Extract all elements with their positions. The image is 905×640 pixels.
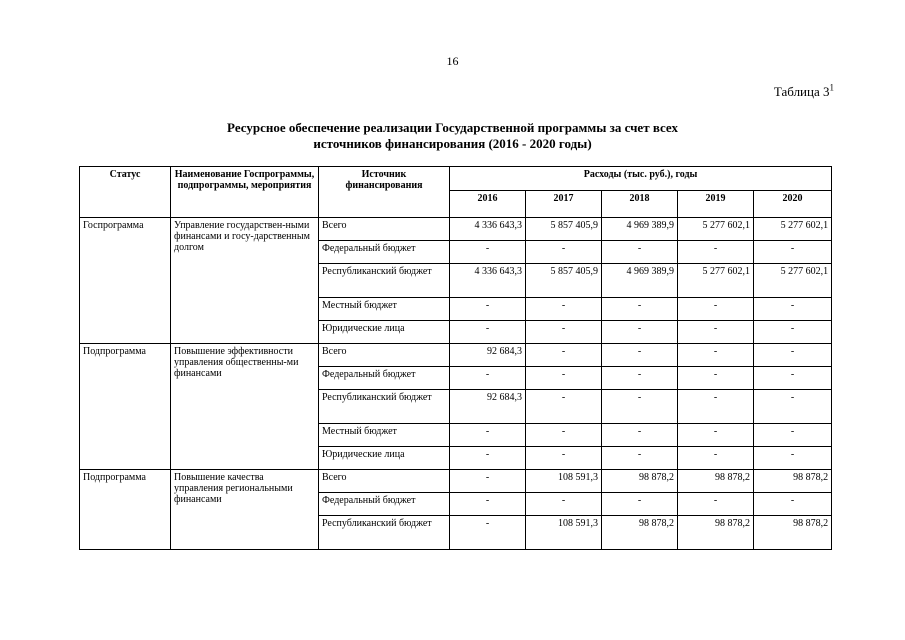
amount-cell: - (754, 344, 832, 367)
amount-cell: - (678, 424, 754, 447)
funding-source-cell: Федеральный бюджет (319, 241, 450, 264)
amount-cell: - (526, 298, 602, 321)
amount-cell: - (526, 367, 602, 390)
amount-cell: 98 878,2 (602, 516, 678, 550)
amount-cell: 108 591,3 (526, 516, 602, 550)
amount-cell: - (526, 390, 602, 424)
header-name: Наименование Госпрограммы, подпрограммы, мероприятия (171, 167, 319, 218)
funding-source-cell: Федеральный бюджет (319, 367, 450, 390)
amount-cell: - (526, 493, 602, 516)
amount-cell: - (754, 493, 832, 516)
header-status: Статус (80, 167, 171, 218)
amount-cell: 5 857 405,9 (526, 218, 602, 241)
amount-cell: - (602, 390, 678, 424)
amount-cell: - (602, 424, 678, 447)
amount-cell: 4 336 643,3 (450, 218, 526, 241)
amount-cell: - (450, 424, 526, 447)
table-row (80, 344, 832, 367)
amount-cell: - (678, 493, 754, 516)
amount-cell: 5 857 405,9 (526, 264, 602, 298)
table-label-footnote: 1 (829, 82, 834, 93)
amount-cell: 98 878,2 (602, 470, 678, 493)
title-line-1: Ресурсное обеспечение реализации Государственной программы за счет всех (227, 120, 678, 135)
funding-source-cell: Всего (319, 218, 450, 241)
table-label (774, 84, 834, 100)
funding-source-cell: Республиканский бюджет (319, 390, 450, 424)
program-name-cell: Повышение качества управления региональными финансами (171, 470, 319, 550)
amount-cell: 98 878,2 (678, 516, 754, 550)
table-body (80, 218, 832, 550)
amount-cell: 5 277 602,1 (754, 264, 832, 298)
amount-cell: - (678, 447, 754, 470)
amount-cell: - (526, 424, 602, 447)
program-name-cell: Повышение эффективности управления общественны-ми финансами (171, 344, 319, 470)
amount-cell: - (678, 298, 754, 321)
header-year: 2020 (754, 191, 832, 218)
amount-cell: - (602, 344, 678, 367)
amount-cell: 5 277 602,1 (678, 218, 754, 241)
amount-cell: - (678, 367, 754, 390)
status-cell: Госпрограмма (80, 218, 171, 344)
amount-cell: 5 277 602,1 (678, 264, 754, 298)
amount-cell: - (602, 367, 678, 390)
header-year: 2017 (526, 191, 602, 218)
amount-cell: - (526, 447, 602, 470)
funding-source-cell: Юридические лица (319, 321, 450, 344)
amount-cell: - (450, 470, 526, 493)
amount-cell: - (450, 321, 526, 344)
amount-cell: - (754, 241, 832, 264)
funding-source-cell: Всего (319, 344, 450, 367)
funding-source-cell: Местный бюджет (319, 298, 450, 321)
header-year: 2018 (602, 191, 678, 218)
amount-cell: 92 684,3 (450, 390, 526, 424)
status-cell: Подпрограмма (80, 344, 171, 470)
amount-cell: - (754, 390, 832, 424)
header-year: 2019 (678, 191, 754, 218)
amount-cell: - (602, 321, 678, 344)
amount-cell: 98 878,2 (678, 470, 754, 493)
amount-cell: - (754, 298, 832, 321)
table-label-text: Таблица 3 (773, 84, 830, 99)
amount-cell: - (754, 424, 832, 447)
amount-cell: 4 336 643,3 (450, 264, 526, 298)
page-number: 16 (446, 54, 459, 68)
funding-source-cell: Всего (319, 470, 450, 493)
amount-cell: - (526, 321, 602, 344)
amount-cell: 98 878,2 (754, 470, 832, 493)
table-row (80, 218, 832, 241)
table-row (80, 470, 832, 493)
amount-cell: - (602, 493, 678, 516)
amount-cell: - (526, 344, 602, 367)
funding-source-cell: Юридические лица (319, 447, 450, 470)
amount-cell: 4 969 389,9 (602, 264, 678, 298)
funding-source-cell: Федеральный бюджет (319, 493, 450, 516)
amount-cell: 4 969 389,9 (602, 218, 678, 241)
amount-cell: - (450, 298, 526, 321)
amount-cell: 108 591,3 (526, 470, 602, 493)
amount-cell: - (754, 447, 832, 470)
funding-source-cell: Республиканский бюджет (319, 264, 450, 298)
funding-source-cell: Республиканский бюджет (319, 516, 450, 550)
amount-cell: - (678, 321, 754, 344)
amount-cell: - (450, 367, 526, 390)
status-cell: Подпрограмма (80, 470, 171, 550)
header-source: Источник финансирования (319, 167, 450, 218)
amount-cell: - (754, 367, 832, 390)
amount-cell: 92 684,3 (450, 344, 526, 367)
header-year: 2016 (450, 191, 526, 218)
title-line-2: источников финансирования (2016 - 2020 годы) (313, 136, 592, 151)
amount-cell: - (450, 493, 526, 516)
amount-cell: - (678, 344, 754, 367)
amount-cell: 98 878,2 (754, 516, 832, 550)
amount-cell: 5 277 602,1 (754, 218, 832, 241)
funding-table (79, 166, 832, 550)
amount-cell: - (602, 447, 678, 470)
funding-source-cell: Местный бюджет (319, 424, 450, 447)
program-name-cell: Управление государствен-ными финансами и госу-дарственным долгом (171, 218, 319, 344)
amount-cell: - (602, 241, 678, 264)
document-title (0, 120, 905, 152)
amount-cell: - (678, 241, 754, 264)
amount-cell: - (678, 390, 754, 424)
amount-cell: - (450, 516, 526, 550)
amount-cell: - (526, 241, 602, 264)
header-expenses: Расходы (тыс. руб.), годы (450, 167, 832, 191)
amount-cell: - (754, 321, 832, 344)
amount-cell: - (602, 298, 678, 321)
amount-cell: - (450, 241, 526, 264)
amount-cell: - (450, 447, 526, 470)
